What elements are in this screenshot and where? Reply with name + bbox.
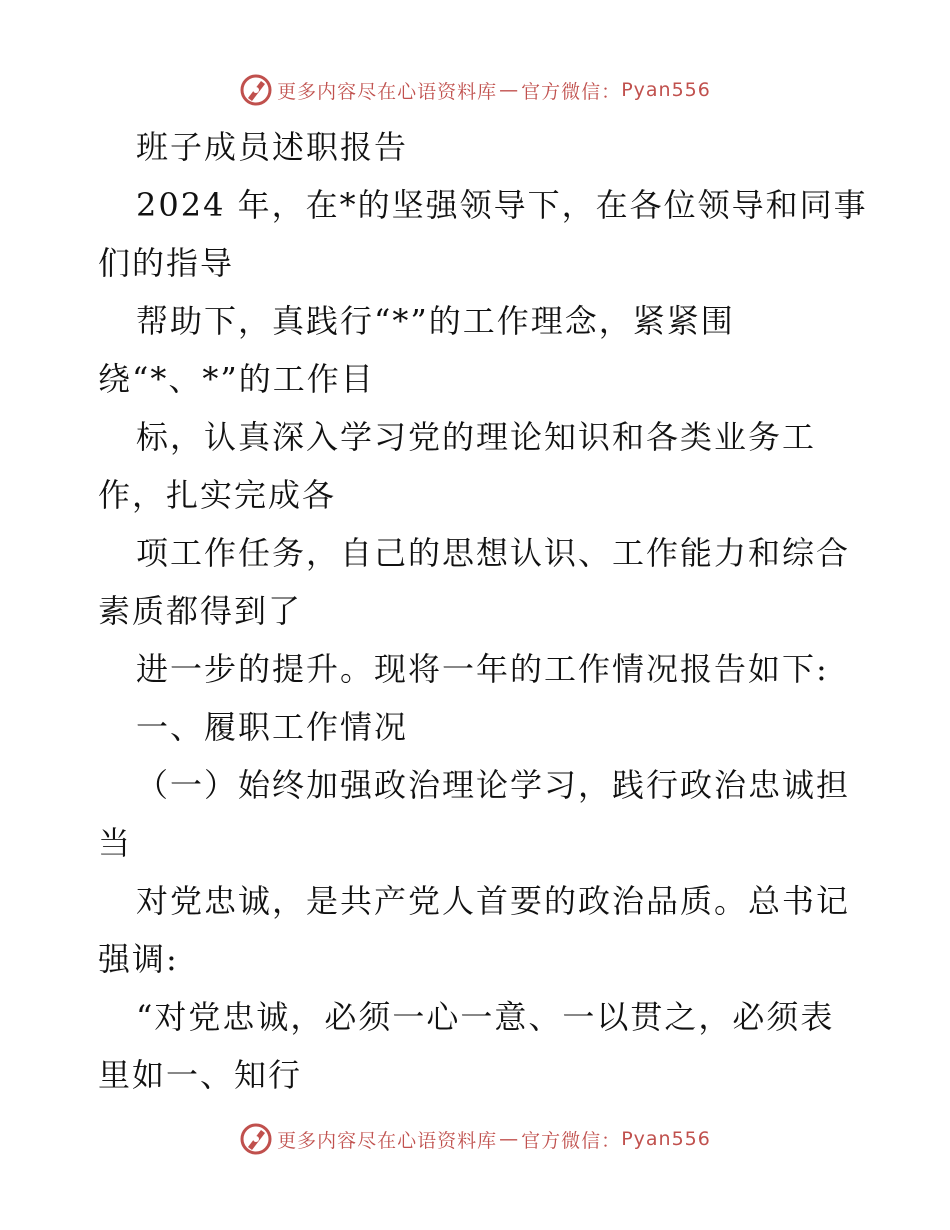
banner-account: Pyan556 (621, 1128, 711, 1150)
banner-label: 官方微信： (521, 1129, 622, 1152)
subsection-heading: （一）始终加强政治理论学习，践行政治忠诚担 (136, 766, 851, 804)
doc-line: “对党忠诚，必须一心一意、一以贯之，必须表 (136, 998, 835, 1036)
doc-line: 绕“*、*”的工作目 (98, 360, 375, 398)
pen-logo-icon (239, 73, 273, 107)
doc-line: 素质都得到了 (98, 592, 303, 630)
header-watermark-banner (0, 70, 950, 110)
pen-logo-icon (239, 1122, 273, 1156)
doc-line: 对党忠诚，是共产党人首要的政治品质。总书记 (136, 882, 851, 920)
doc-line: 帮助下，真践行“*”的工作理念，紧紧围 (136, 302, 735, 340)
doc-line: 里如一、知行 (98, 1056, 303, 1094)
doc-line: 强调: (98, 940, 179, 978)
banner-label: 官方微信： (521, 80, 622, 103)
banner-text: 更多内容尽在心语资料库 (277, 1129, 498, 1152)
doc-line: 进一步的提升。现将一年的工作情况报告如下: (136, 650, 829, 688)
banner-account: Pyan556 (621, 79, 711, 101)
banner-separator: — (499, 1128, 520, 1150)
doc-line: 当 (98, 824, 133, 862)
banner-separator: — (499, 79, 520, 101)
doc-line: 们的指导 (98, 244, 235, 282)
doc-line: 项工作任务，自己的思想认识、工作能力和综合 (136, 534, 851, 572)
section-heading: 一、履职工作情况 (136, 708, 409, 746)
banner-text: 更多内容尽在心语资料库 (277, 80, 498, 103)
document-body (98, 118, 868, 1104)
doc-line: 标，认真深入学习党的理论知识和各类业务工 (136, 418, 817, 456)
doc-line: 作，扎实完成各 (98, 476, 337, 514)
doc-line: 2024 年，在*的坚强领导下，在各位领导和同事 (136, 186, 868, 224)
footer-watermark-banner (0, 1119, 950, 1159)
doc-title: 班子成员述职报告 (136, 128, 409, 166)
